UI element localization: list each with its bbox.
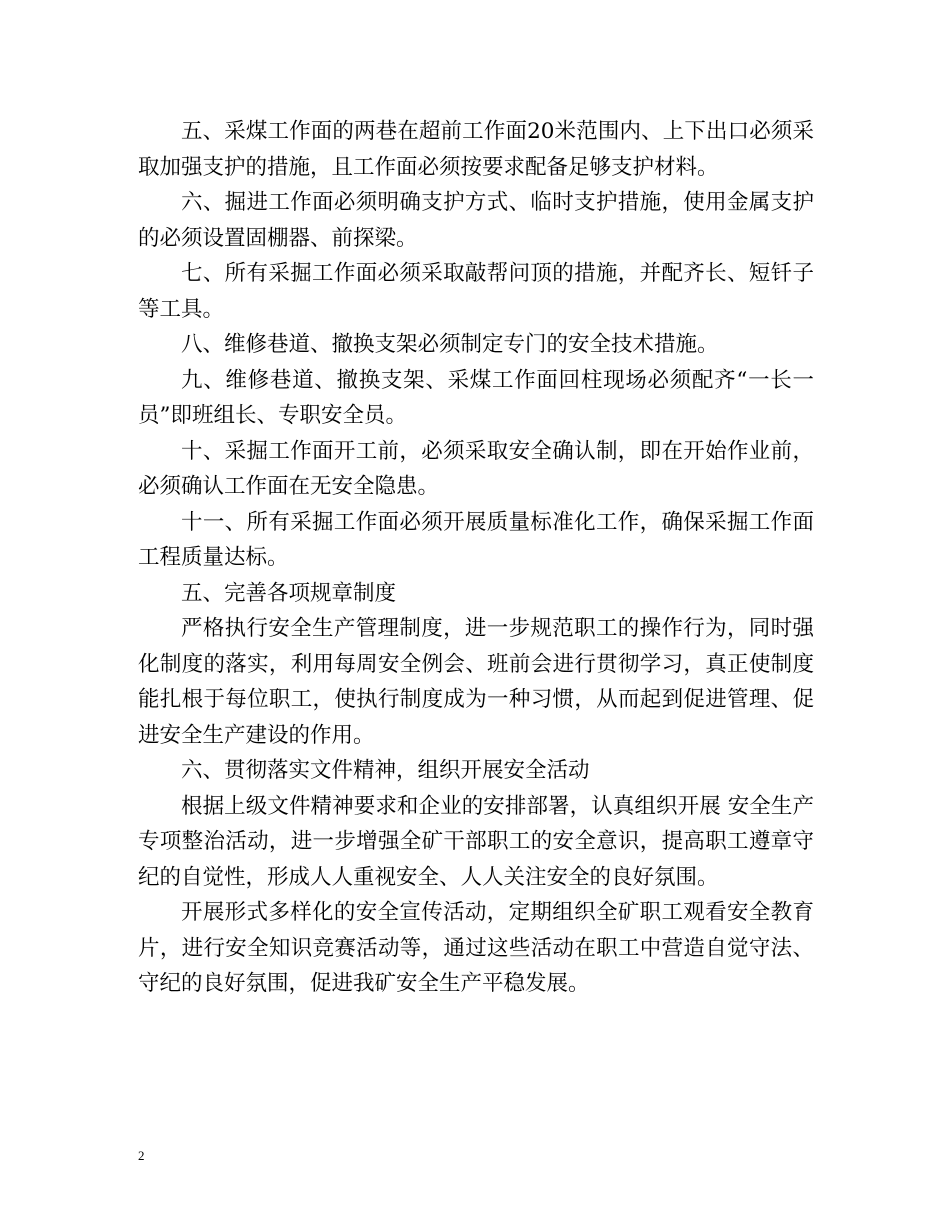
paragraph-support-measures: 五、采煤工作面的两巷在超前工作面20米范围内、上下出口必须采取加强支护的措施，且工作面必须按要求配备足够支护材料。 [138, 119, 814, 180]
page-number: 2 [138, 1148, 145, 1163]
document-body [138, 114, 814, 1002]
section-heading-regulations: 五、完善各项规章制度 [181, 580, 397, 606]
paragraph-roof-inspection: 七、所有采掘工作面必须采取敲帮问顶的措施，并配齐长、短钎子等工具。 [138, 261, 814, 322]
paragraph-maintenance-measures: 八、维修巷道、撤换支架必须制定专门的安全技术措施。 [181, 332, 719, 357]
paragraph-site-staffing: 九、维修巷道、撤换支架、采煤工作面回柱现场必须配齐“一长一员”即班组长、专职安全员。 [138, 367, 814, 428]
section-heading-safety-activities: 六、贯彻落实文件精神，组织开展安全活动 [181, 758, 590, 783]
paragraph-regulations: 严格执行安全生产管理制度，进一步规范职工的操作行为，同时强化制度的落实，利用每周安全例会、班前会进行贯彻学习，真正使制度能扎根于每位职工，使执行制度成为一种习惯，从而起到促进管理、促进安全生产建设的作用。 [138, 616, 814, 748]
paragraph-safety-publicity: 开展形式多样化的安全宣传活动，定期组织全矿职工观看安全教育片，进行安全知识竞赛活动等，通过这些活动在职工中营造自觉守法、守纪的良好氛围，促进我矿安全生产平稳发展。 [138, 900, 814, 996]
paragraph-safety-confirmation: 十、采掘工作面开工前，必须采取安全确认制，即在开始作业前，必须确认工作面在无安全隐患。 [138, 438, 814, 499]
paragraph-excavation-support: 六、掘进工作面必须明确支护方式、临时支护措施，使用金属支护的必须设置固棚器、前探梁。 [138, 190, 814, 251]
paragraph-rectification-activity: 根据上级文件精神要求和企业的安排部署，认真组织开展 安全生产专项整治活动，进一步增强全矿干部职工的安全意识，提高职工遵章守纪的自觉性，形成人人重视安全、人人关注安全的良好氛围。 [138, 793, 814, 890]
paragraph-quality-standard: 十一、所有采掘工作面必须开展质量标准化工作，确保采掘工作面工程质量达标。 [138, 509, 814, 570]
